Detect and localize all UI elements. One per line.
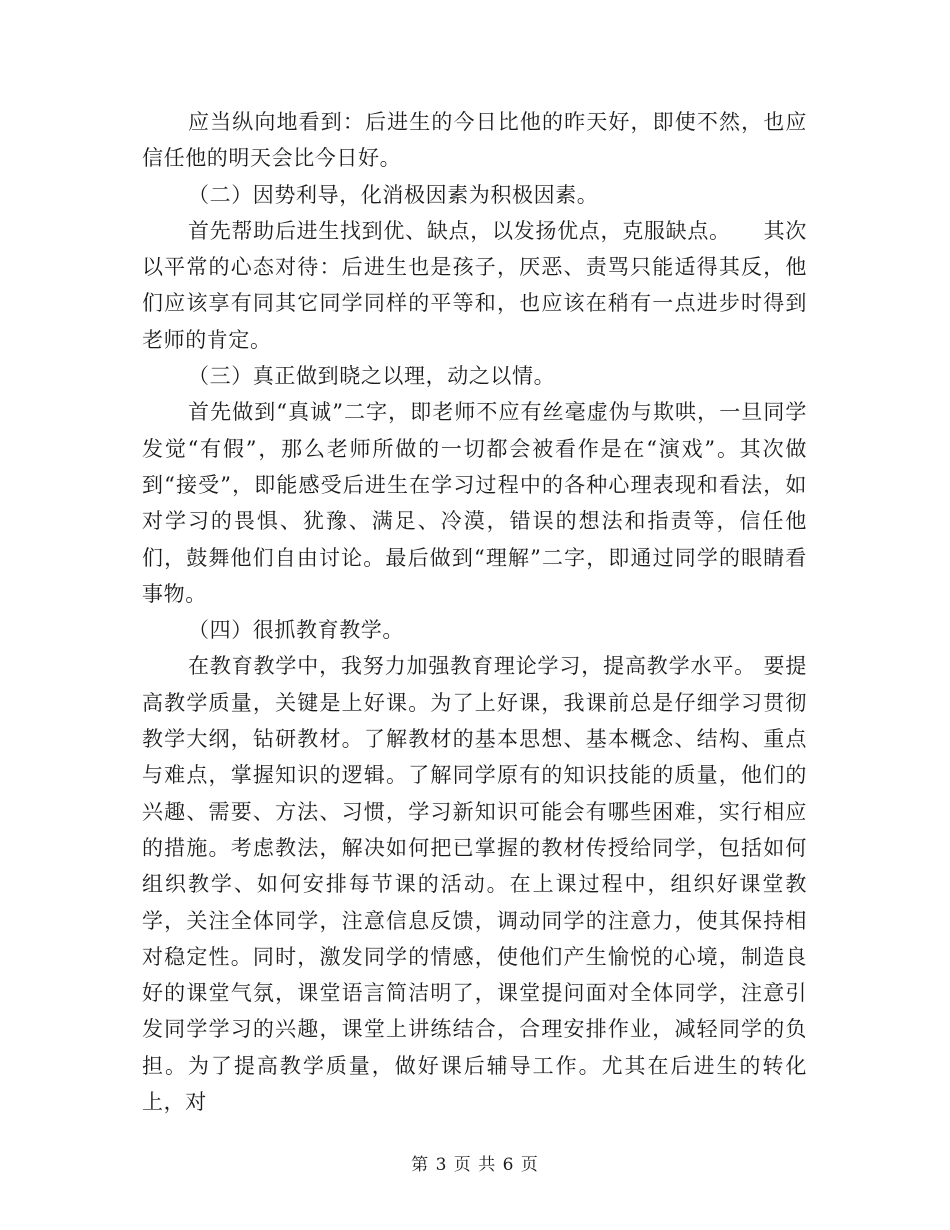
heading-4: （四）很抓教育教学。 bbox=[188, 618, 404, 643]
paragraph-1: 应当纵向地看到：后进生的今日比他的昨天好，即使不然，也应信任他的明天会比今日好。 bbox=[142, 110, 807, 171]
heading-3: （三）真正做到晓之以理，动之以情。 bbox=[188, 364, 556, 389]
paragraph-5: 在教育教学中，我努力加强教育理论学习，提高教学水平。 要提高教学质量，关键是上好课。为了上好课，我课前总是仔细学习贯彻教学大纲，钻研教材。了解教材的基本思想、基本概念、结构、重点与难点，掌握知识的逻辑。了解同学原有的知识技能的质量，他们的兴趣、需要、方法、习惯，学习新知识可能会有哪些困难，实行相应的措施。考虑教法，解决如何把已掌握的教材传授给同学，包括如何组织教学、如何安排每节课的活动。在上课过程中，组织好课堂教学，关注全体同学，注意信息反馈，调动同学的注意力，使其保持相对稳定性。同时，激发同学的情感，使他们产生愉悦的心境，制造良好的课堂气氛，课堂语言简洁明了，课堂提问面对全体同学，注意引发同学学习的兴趣，课堂上讲练结合，合理安排作业，减轻同学的负担。为了提高教学质量，做好课后辅导工作。尤其在后进生的转化上，对 bbox=[142, 654, 807, 1115]
paragraph-3: 首先帮助后进生找到优、缺点，以发扬优点，克服缺点。 其次以平常的心态对待：后进生也是孩子，厌恶、责骂只能适得其反，他们应该享有同其它同学同样的平等和，也应该在稍有一点进步时得到老师的肯定。 bbox=[142, 218, 807, 352]
paragraph-4: 首先做到“真诚”二字，即老师不应有丝毫虚伪与欺哄，一旦同学发觉“有假”，那么老师所做的一切都会被看作是在“演戏”。其次做到“接受”，即能感受后进生在学习过程中的各种心理表现和看法，如对学习的畏惧、犹豫、满足、冷漠，错误的想法和指责等，信任他们，鼓舞他们自由讨论。最后做到“理解”二字，即通过同学的眼睛看事物。 bbox=[142, 400, 807, 606]
heading-2: （二）因势利导，化消极因素为积极因素。 bbox=[188, 182, 599, 207]
page-number-footer: 第 3 页 共 6 页 bbox=[411, 1155, 539, 1175]
document-body bbox=[142, 104, 807, 1120]
